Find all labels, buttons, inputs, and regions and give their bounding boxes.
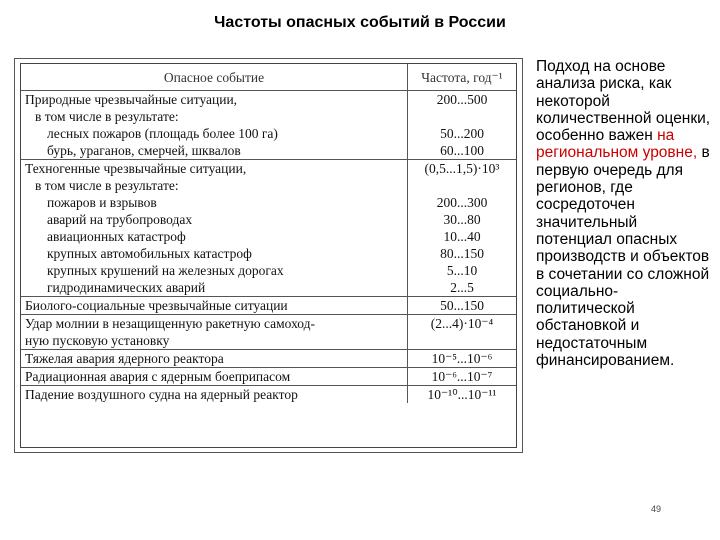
event-cell: Биолого-социальные чрезвычайные ситуации xyxy=(21,297,408,315)
header-event: Опасное событие xyxy=(21,64,408,91)
table-row xyxy=(21,177,516,194)
frequency-table-inner xyxy=(20,63,517,448)
table-row xyxy=(21,245,516,262)
page-number: 49 xyxy=(651,504,662,514)
frequency-cell: 50...200 xyxy=(440,126,484,141)
frequency-cell: (0,5...1,5)·10³ xyxy=(408,160,517,178)
table-row xyxy=(21,91,516,109)
table-body xyxy=(21,91,516,404)
frequency-table-frame xyxy=(14,58,523,453)
frequency-cell: 10⁻⁵...10⁻⁶ xyxy=(408,350,517,368)
table-row xyxy=(21,194,516,211)
frequency-cell xyxy=(408,332,517,350)
event-cell: Природные чрезвычайные ситуации, xyxy=(21,91,408,109)
frequency-cell: 10...40 xyxy=(443,229,481,244)
table-row xyxy=(21,332,516,350)
frequency-cell: 60...100 xyxy=(440,143,484,158)
table-row xyxy=(21,125,516,142)
frequency-cell: 30...80 xyxy=(443,212,481,227)
table-row xyxy=(21,108,516,125)
table-row xyxy=(21,142,516,160)
table-row xyxy=(21,211,516,228)
table-row xyxy=(21,315,516,333)
frequency-cell: 50...150 xyxy=(408,297,517,315)
event-cell: в том числе в результате: xyxy=(21,177,408,194)
table-row xyxy=(21,297,516,315)
side-text xyxy=(536,58,716,369)
event-cell: пожаров и взрывов xyxy=(21,194,408,211)
table-row xyxy=(21,160,516,178)
event-cell: Техногенные чрезвычайные ситуации, xyxy=(21,160,408,178)
event-cell: крупных автомобильных катастроф xyxy=(21,245,408,262)
frequency-cell xyxy=(408,177,517,194)
event-cell: Радиационная авария с ядерным боеприпасом xyxy=(21,368,408,386)
frequency-cell: 80...150 xyxy=(440,246,484,261)
frequency-cell: 5...10 xyxy=(446,263,478,278)
event-cell: бурь, ураганов, смерчей, шквалов xyxy=(21,142,408,160)
event-cell: лесных пожаров (площадь более 100 га) xyxy=(21,125,408,142)
event-cell: гидродинамических аварий xyxy=(21,279,408,297)
frequency-cell: 10⁻¹⁰...10⁻¹¹ xyxy=(408,386,517,404)
event-cell: Тяжелая авария ядерного реактора xyxy=(21,350,408,368)
event-cell: крупных крушений на железных дорогах xyxy=(21,262,408,279)
frequency-cell: 10⁻⁶...10⁻⁷ xyxy=(408,368,517,386)
side-text-part3: в первую очередь для регионов, где сосредоточен значительный потенциал опасных производств и объектов в сочетании со сложной социально-политической обстановкой и недостаточным финансированием. xyxy=(536,144,710,370)
frequency-cell xyxy=(408,108,517,125)
frequency-cell: 200...500 xyxy=(436,92,488,107)
event-cell: ную пусковую установку xyxy=(21,332,408,350)
table-row xyxy=(21,368,516,386)
side-text-highlight: на региональном уровне, xyxy=(536,127,698,162)
event-cell: Удар молнии в незащищенную ракетную самоход- xyxy=(21,315,408,333)
frequency-table xyxy=(21,64,516,403)
table-row xyxy=(21,350,516,368)
header-frequency: Частота, год⁻¹ xyxy=(408,64,517,91)
table-row xyxy=(21,386,516,404)
table-row xyxy=(21,279,516,297)
table-row xyxy=(21,228,516,245)
frequency-cell: 200...300 xyxy=(436,195,488,210)
frequency-cell: 2...5 xyxy=(450,280,474,295)
event-cell: Падение воздушного судна на ядерный реактор xyxy=(21,386,408,404)
event-cell: в том числе в результате: xyxy=(21,108,408,125)
event-cell: аварий на трубопроводах xyxy=(21,211,408,228)
side-text-part1: Подход на основе анализа риска, как некоторой количественной оценки, особенно важен xyxy=(536,58,711,145)
frequency-cell: (2...4)·10⁻⁴ xyxy=(408,315,517,333)
page-title: Частоты опасных событий в России xyxy=(214,14,506,31)
event-cell: авиационных катастроф xyxy=(21,228,408,245)
table-row xyxy=(21,262,516,279)
